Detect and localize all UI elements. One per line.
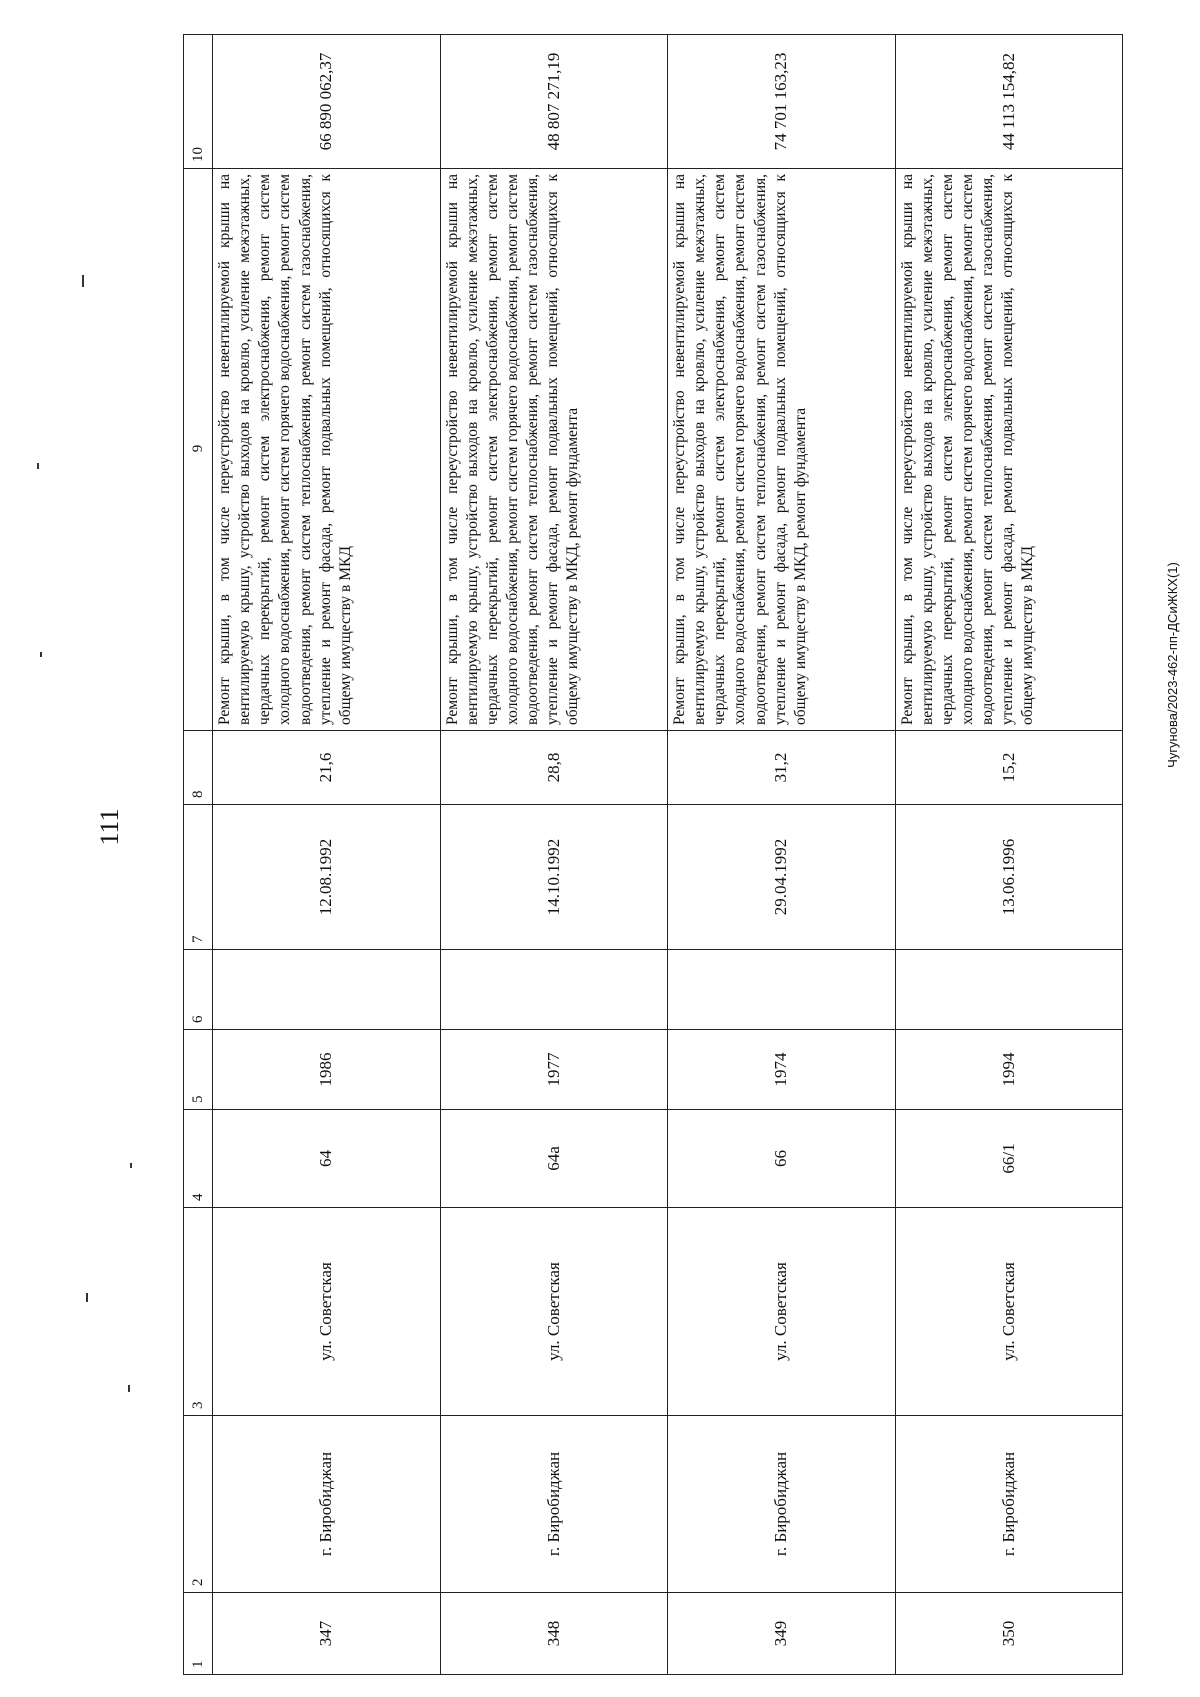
scan-speck	[86, 1293, 88, 1302]
build-year: 1994	[895, 1030, 1123, 1110]
works-description: Ремонт крыши, в том числе переустройство невентилируемой крыши на вентилируемую крышу, устройство выходов на кровлю, усиление межэтажных, чердачных перекрытий, ремонт систем электроснабжения, ремонт систем холодного водоснабжения, ремонт систем горячего водоснабжения, ремонт систем водоотведения, ремонт систем теплоснабжения, ремонт систем газоснабжения, утепление и ремонт фасада, ремонт подвальных помещений, относящихся к общему имуществу в МКД	[213, 169, 441, 731]
city: г. Биробиджан	[440, 1416, 668, 1593]
footer-document-code: Чугунова/2023-462-пп-ДСиЖКХ(1)	[1165, 562, 1180, 768]
col-header-5: 5	[184, 1030, 213, 1110]
amount: 66 890 062,37	[213, 35, 441, 169]
column-8-value: 31,2	[668, 731, 896, 805]
city: г. Биробиджан	[895, 1416, 1123, 1593]
column-6-value	[213, 950, 441, 1030]
col-header-6: 6	[184, 950, 213, 1030]
column-number-row	[184, 35, 213, 1675]
column-8-value: 15,2	[895, 731, 1123, 805]
street: ул. Советская	[440, 1208, 668, 1416]
col-header-2: 2	[184, 1416, 213, 1593]
date: 12.08.1992	[213, 805, 441, 950]
page-number: 111	[95, 808, 124, 846]
column-8-value: 21,6	[213, 731, 441, 805]
works-description: Ремонт крыши, в том числе переустройство невентилируемой крыши на вентилируемую крышу, устройство выходов на кровлю, усиление межэтажных, чердачных перекрытий, ремонт систем электроснабжения, ремонт систем холодного водоснабжения, ремонт систем горячего водоснабжения, ремонт систем водоотведения, ремонт систем теплоснабжения, ремонт систем газоснабжения, утепление и ремонт фасада, ремонт подвальных помещений, относящихся к общему имуществу в МКД, ремонт фундамента	[440, 169, 668, 731]
street: ул. Советская	[213, 1208, 441, 1416]
col-header-4: 4	[184, 1110, 213, 1208]
row-number: 350	[895, 1593, 1123, 1675]
scan-speck	[130, 1163, 132, 1168]
row-number: 349	[668, 1593, 896, 1675]
house-number: 66/1	[895, 1110, 1123, 1208]
scan-speck	[128, 1385, 130, 1392]
works-description: Ремонт крыши, в том числе переустройство невентилируемой крыши на вентилируемую крышу, устройство выходов на кровлю, усиление межэтажных, чердачных перекрытий, ремонт систем электроснабжения, ремонт систем холодного водоснабжения, ремонт систем горячего водоснабжения, ремонт систем водоотведения, ремонт систем теплоснабжения, ремонт систем газоснабжения, утепление и ремонт фасада, ремонт подвальных помещений, относящихся к общему имуществу в МКД	[895, 169, 1123, 731]
street: ул. Советская	[895, 1208, 1123, 1416]
house-number: 66	[668, 1110, 896, 1208]
table-row	[895, 35, 1123, 1675]
table-row	[440, 35, 668, 1675]
date: 14.10.1992	[440, 805, 668, 950]
amount: 74 701 163,23	[668, 35, 896, 169]
date: 13.06.1996	[895, 805, 1123, 950]
col-header-1: 1	[184, 1593, 213, 1675]
street: ул. Советская	[668, 1208, 896, 1416]
house-number: 64а	[440, 1110, 668, 1208]
build-year: 1974	[668, 1030, 896, 1110]
col-header-8: 8	[184, 731, 213, 805]
column-8-value: 28,8	[440, 731, 668, 805]
build-year: 1986	[213, 1030, 441, 1110]
scan-speck	[37, 463, 39, 469]
col-header-7: 7	[184, 805, 213, 950]
rotated-table-wrapper	[183, 35, 1123, 1675]
column-6-value	[440, 950, 668, 1030]
table-row	[668, 35, 896, 1675]
city: г. Биробиджан	[213, 1416, 441, 1593]
capital-repair-table	[183, 34, 1123, 1675]
column-6-value	[668, 950, 896, 1030]
scan-speck	[82, 275, 84, 287]
row-number: 347	[213, 1593, 441, 1675]
row-number: 348	[440, 1593, 668, 1675]
amount: 48 807 271,19	[440, 35, 668, 169]
city: г. Биробиджан	[668, 1416, 896, 1593]
scan-speck	[40, 652, 42, 657]
col-header-3: 3	[184, 1208, 213, 1416]
amount: 44 113 154,82	[895, 35, 1123, 169]
col-header-10: 10	[184, 35, 213, 169]
table-row	[213, 35, 441, 1675]
house-number: 64	[213, 1110, 441, 1208]
date: 29.04.1992	[668, 805, 896, 950]
works-description: Ремонт крыши, в том числе переустройство невентилируемой крыши на вентилируемую крышу, устройство выходов на кровлю, усиление межэтажных, чердачных перекрытий, ремонт систем электроснабжения, ремонт систем холодного водоснабжения, ремонт систем горячего водоснабжения, ремонт систем водоотведения, ремонт систем теплоснабжения, ремонт систем газоснабжения, утепление и ремонт фасада, ремонт подвальных помещений, относящихся к общему имуществу в МКД, ремонт фундамента	[668, 169, 896, 731]
column-6-value	[895, 950, 1123, 1030]
col-header-9: 9	[184, 169, 213, 731]
build-year: 1977	[440, 1030, 668, 1110]
